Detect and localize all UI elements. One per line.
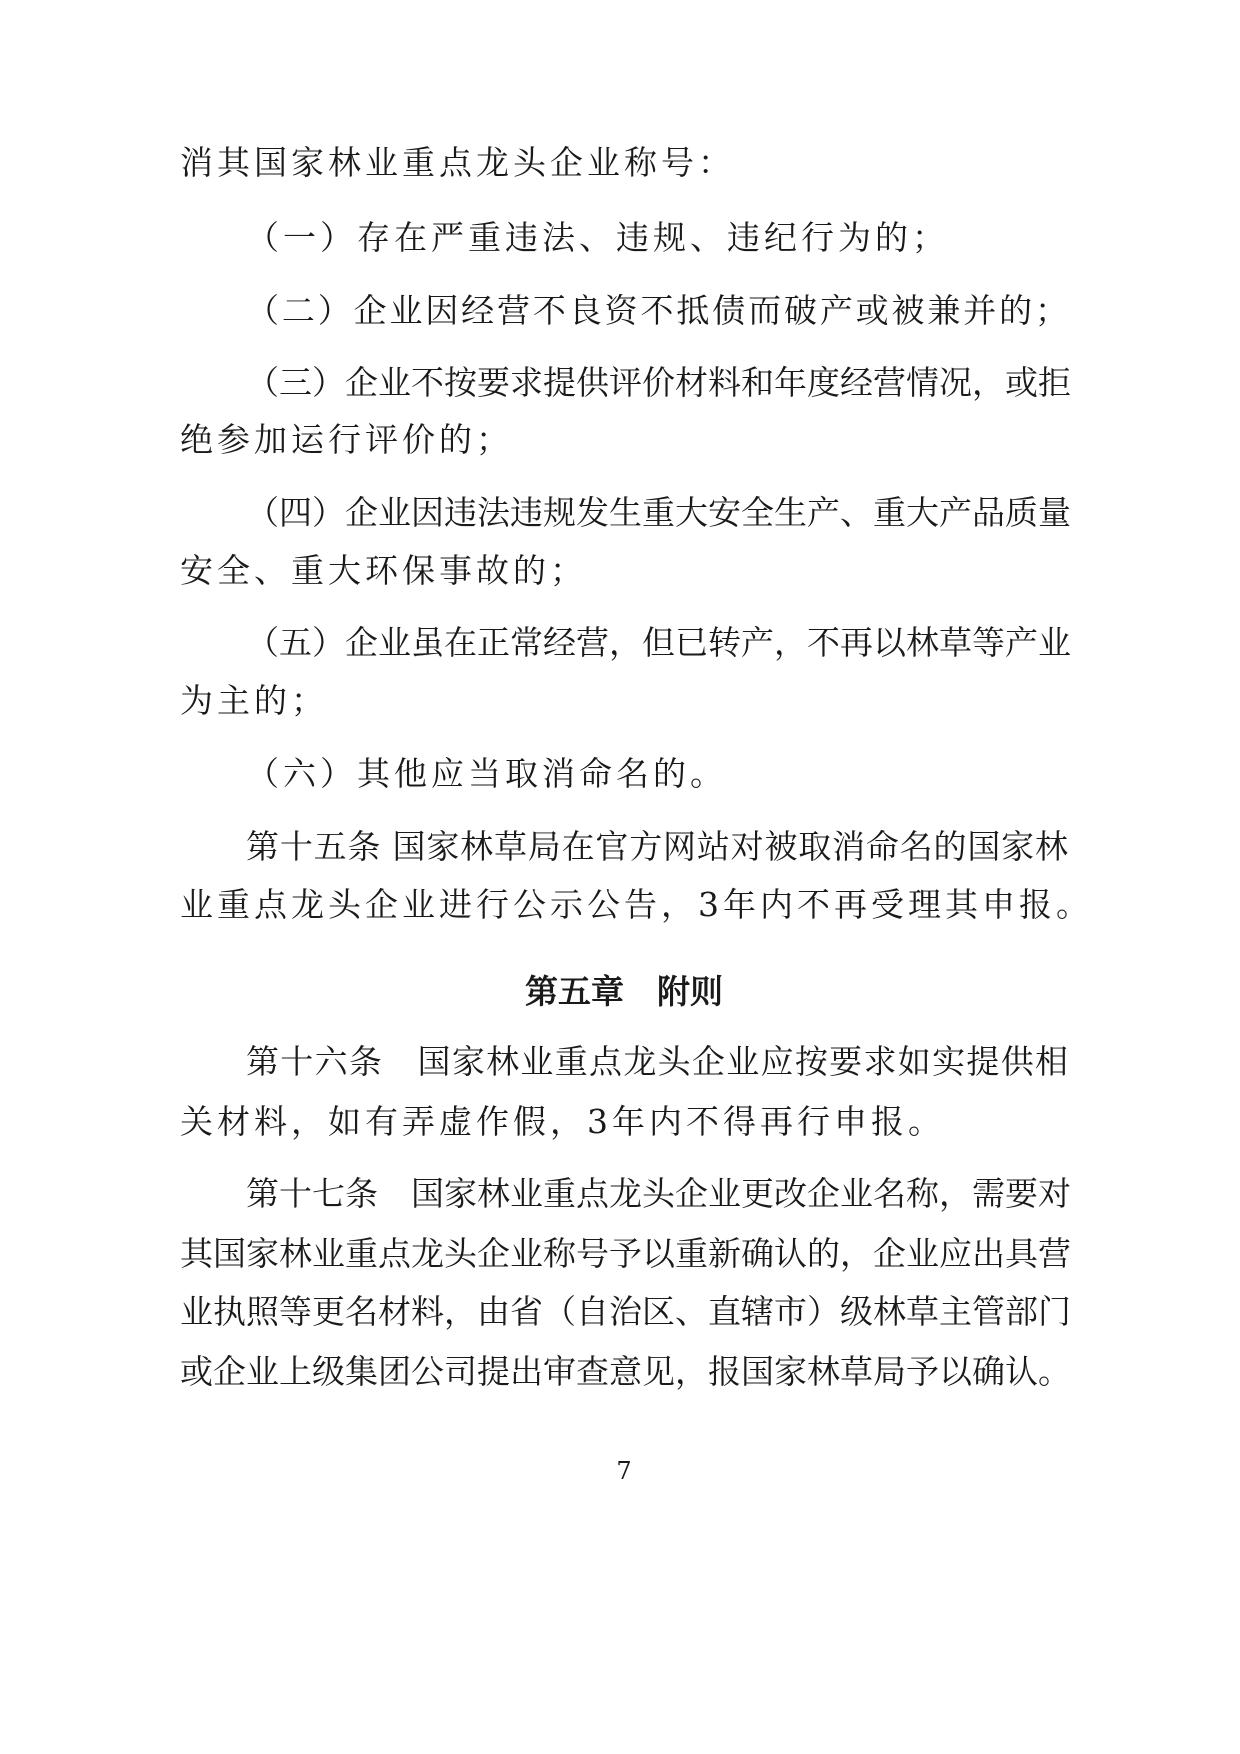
article-15-line-1: 第十五条 国家林草局在官方网站对被取消命名的国家林 bbox=[246, 827, 1068, 866]
paragraph-line: 消其国家林业重点龙头企业称号： bbox=[180, 143, 735, 182]
article-16-line-1: 第十六条 国家林业重点龙头企业应按要求如实提供相 bbox=[246, 1042, 1068, 1081]
list-item-5: （五）企业虽在正常经营，但已转产，不再以林草等产业 bbox=[246, 623, 1071, 662]
article-16-line-2: 关材料，如有弄虚作假，3年内不得再行申报。 bbox=[180, 1102, 945, 1141]
list-item-3-continuation: 绝参加运行评价的； bbox=[180, 420, 513, 459]
page-number: 7 bbox=[616, 1457, 632, 1485]
list-item-1: （一）存在严重违法、违规、违纪行为的； bbox=[246, 218, 949, 257]
article-17-line-3: 业执照等更名材料，由省（自治区、直辖市）级林草主管部门 bbox=[180, 1292, 1071, 1331]
list-item-5-continuation: 为主的； bbox=[180, 681, 328, 720]
list-item-6: （六）其他应当取消命名的。 bbox=[246, 754, 727, 793]
article-17-line-4: 或企业上级集团公司提出审查意见，报国家林草局予以确认。 bbox=[180, 1352, 1071, 1391]
article-17-line-1: 第十七条 国家林业重点龙头企业更改企业名称，需要对 bbox=[246, 1174, 1071, 1213]
article-15-line-2: 业重点龙头企业进行公示公告，3年内不再受理其申报。 bbox=[180, 885, 1093, 924]
list-item-3: （三）企业不按要求提供评价材料和年度经营情况，或拒 bbox=[246, 363, 1071, 402]
chapter-heading: 第五章 附则 bbox=[525, 972, 723, 1011]
article-17-line-2: 其国家林业重点龙头企业称号予以重新确认的，企业应出具营 bbox=[180, 1234, 1071, 1273]
list-item-4-continuation: 安全、重大环保事故的； bbox=[180, 551, 587, 590]
list-item-4: （四）企业因违法违规发生重大安全生产、重大产品质量 bbox=[246, 493, 1071, 532]
document-page bbox=[180, 0, 1093, 1754]
list-item-2: （二）企业因经营不良资不抵债而破产或被兼并的； bbox=[246, 291, 1068, 330]
